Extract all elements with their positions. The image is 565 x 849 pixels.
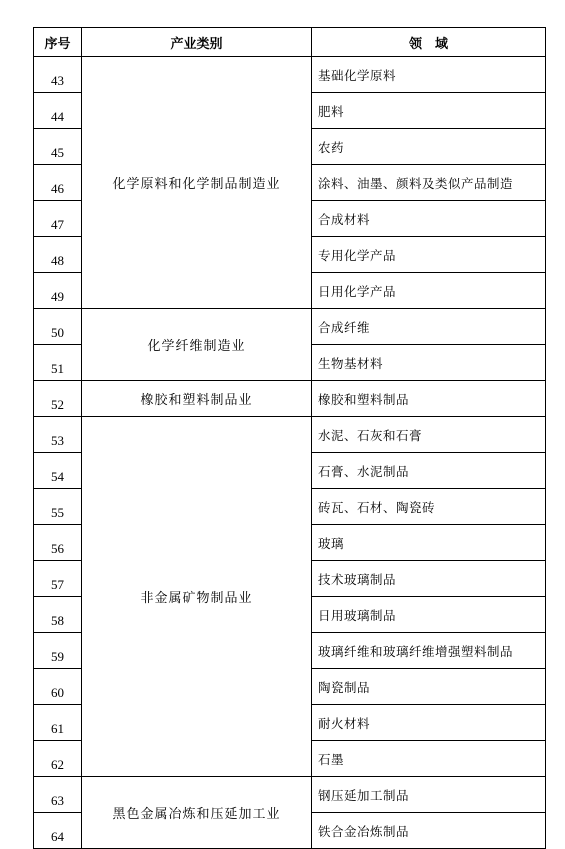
table-row [34, 57, 546, 93]
seq-cell: 63 [34, 777, 82, 813]
table-row [34, 777, 546, 813]
seq-cell: 43 [34, 57, 82, 93]
seq-cell: 64 [34, 813, 82, 849]
seq-cell: 55 [34, 489, 82, 525]
seq-cell: 53 [34, 417, 82, 453]
field-cell: 涂料、油墨、颜料及类似产品制造 [312, 165, 546, 201]
field-cell: 玻璃 [312, 525, 546, 561]
seq-cell: 51 [34, 345, 82, 381]
seq-cell: 60 [34, 669, 82, 705]
field-cell: 农药 [312, 129, 546, 165]
seq-cell: 61 [34, 705, 82, 741]
seq-cell: 44 [34, 93, 82, 129]
header-seq: 序号 [34, 28, 82, 57]
field-cell: 陶瓷制品 [312, 669, 546, 705]
field-cell: 铁合金冶炼制品 [312, 813, 546, 849]
field-cell: 石墨 [312, 741, 546, 777]
industry-table [33, 27, 546, 849]
industry-cell: 化学原料和化学制品制造业 [82, 57, 312, 309]
field-cell: 日用化学产品 [312, 273, 546, 309]
field-cell: 合成纤维 [312, 309, 546, 345]
field-cell: 生物基材料 [312, 345, 546, 381]
seq-cell: 58 [34, 597, 82, 633]
field-cell: 玻璃纤维和玻璃纤维增强塑料制品 [312, 633, 546, 669]
seq-cell: 45 [34, 129, 82, 165]
table-body [34, 57, 546, 849]
seq-cell: 46 [34, 165, 82, 201]
seq-cell: 52 [34, 381, 82, 417]
seq-cell: 54 [34, 453, 82, 489]
seq-cell: 59 [34, 633, 82, 669]
seq-cell: 62 [34, 741, 82, 777]
field-cell: 钢压延加工制品 [312, 777, 546, 813]
field-cell: 橡胶和塑料制品 [312, 381, 546, 417]
field-cell: 水泥、石灰和石膏 [312, 417, 546, 453]
header-row [34, 28, 546, 57]
industry-cell: 化学纤维制造业 [82, 309, 312, 381]
field-cell: 专用化学产品 [312, 237, 546, 273]
field-cell: 日用玻璃制品 [312, 597, 546, 633]
table-row [34, 309, 546, 345]
field-cell: 基础化学原料 [312, 57, 546, 93]
table-row [34, 381, 546, 417]
industry-cell: 橡胶和塑料制品业 [82, 381, 312, 417]
header-industry: 产业类别 [82, 28, 312, 57]
seq-cell: 57 [34, 561, 82, 597]
industry-cell: 非金属矿物制品业 [82, 417, 312, 777]
seq-cell: 49 [34, 273, 82, 309]
field-cell: 耐火材料 [312, 705, 546, 741]
table-row [34, 417, 546, 453]
field-cell: 肥料 [312, 93, 546, 129]
field-cell: 砖瓦、石材、陶瓷砖 [312, 489, 546, 525]
field-cell: 石膏、水泥制品 [312, 453, 546, 489]
seq-cell: 50 [34, 309, 82, 345]
header-field: 领 域 [312, 28, 546, 57]
field-cell: 技术玻璃制品 [312, 561, 546, 597]
seq-cell: 48 [34, 237, 82, 273]
industry-cell: 黑色金属冶炼和压延加工业 [82, 777, 312, 849]
seq-cell: 56 [34, 525, 82, 561]
field-cell: 合成材料 [312, 201, 546, 237]
seq-cell: 47 [34, 201, 82, 237]
